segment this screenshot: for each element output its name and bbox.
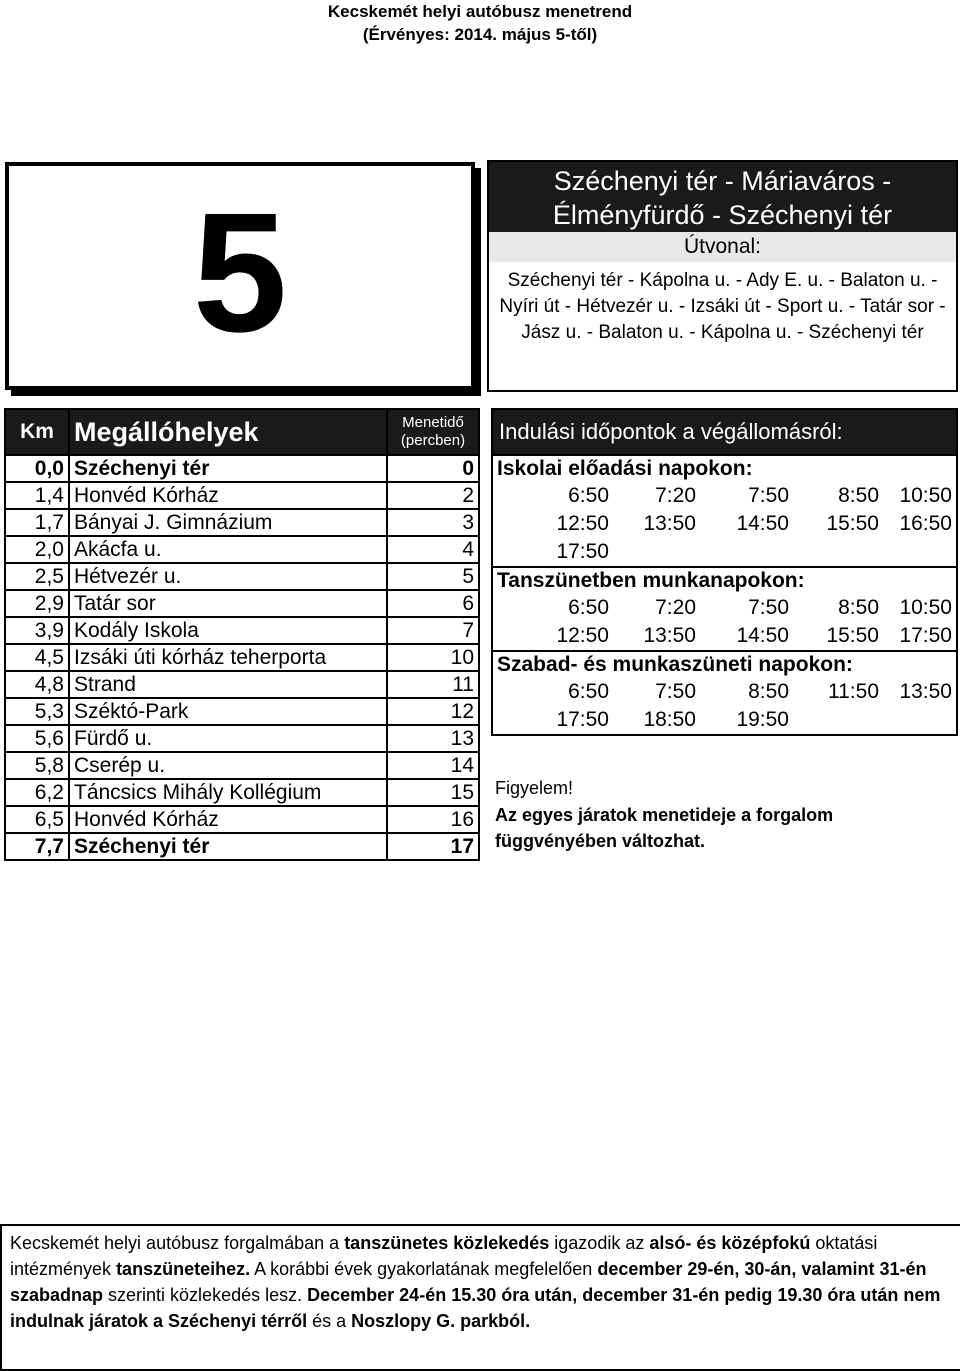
departure-time: 16:50 (899, 512, 952, 535)
route-title-line1: Széchenyi tér - Máriaváros - (553, 166, 892, 196)
stop-name: Honvéd Kórház (69, 806, 387, 833)
stop-travel-time: 2 (387, 482, 479, 509)
stop-name: Kodály Iskola (69, 617, 387, 644)
stop-name: Tatár sor (69, 590, 387, 617)
stop-row (5, 671, 479, 698)
departure-time (793, 706, 883, 734)
departure-row (493, 538, 956, 566)
stop-row (5, 563, 479, 590)
stop-travel-time: 5 (387, 563, 479, 590)
stop-travel-time: 17 (387, 833, 479, 860)
stop-travel-time: 16 (387, 806, 479, 833)
departure-time: 13:50 (899, 680, 952, 703)
departure-time: 10:50 (899, 596, 952, 619)
stop-row (5, 779, 479, 806)
departure-row (493, 678, 956, 706)
route-label: Útvonal: (489, 232, 956, 262)
stops-table (4, 408, 480, 861)
column-travel-time-line1: Menetidő (402, 414, 464, 431)
departure-time: 8:50 (838, 596, 879, 619)
departure-time (613, 538, 700, 566)
departure-row (493, 594, 956, 622)
notice-text-line1: Az egyes járatok menetideje a forgalom (495, 805, 834, 825)
column-travel-time (387, 409, 479, 455)
holiday-notice-text: A korábbi évek gyakorlatának megfelelően (250, 1259, 598, 1279)
stop-km: 5,8 (5, 752, 69, 779)
departure-time: 7:50 (748, 596, 789, 619)
departure-time: 15:50 (826, 624, 879, 647)
route-info-box (487, 160, 958, 392)
stop-travel-time: 12 (387, 698, 479, 725)
stop-name: Honvéd Kórház (69, 482, 387, 509)
stop-name: Széchenyi tér (69, 455, 387, 482)
holiday-notice-bold: Noszlopy G. parkból. (351, 1311, 531, 1331)
stop-name: Strand (69, 671, 387, 698)
route-description: Széchenyi tér - Kápolna u. - Ady E. u. - Balaton u. - Nyíri út - Hétvezér u. - Izsáki út - Sport u. - Tatár sor - Jász u. - Balaton u. - Kápolna u. - Széchenyi tér (499, 270, 946, 343)
stop-km: 5,6 (5, 725, 69, 752)
departure-section-title: Tanszünetben munkanapokon: (493, 566, 956, 594)
holiday-notice-text: Kecskemét helyi autóbusz forgalmában a (10, 1233, 345, 1253)
departure-time: 18:50 (643, 708, 696, 731)
notice-text-line2: függvényében változhat. (495, 831, 706, 851)
stop-name: Széchenyi tér (69, 833, 387, 860)
stop-travel-time: 11 (387, 671, 479, 698)
holiday-notice-bold: tanszüneteihez. (116, 1259, 251, 1279)
validity-date: (Érvényes: 2014. május 5-től) (362, 25, 598, 44)
departure-time: 17:50 (899, 624, 952, 647)
stop-name: Akácfa u. (69, 536, 387, 563)
departure-time: 17:50 (556, 540, 609, 563)
holiday-notice-bold: alsó- és középfokú (649, 1233, 811, 1253)
stop-row (5, 806, 479, 833)
stop-row (5, 509, 479, 536)
holiday-notice-bold: December 24-én 15.30 óra után, december 31-én pedig 19.30 óra után nem indulnak járatok a Széchenyi térről (10, 1285, 941, 1331)
stop-row (5, 644, 479, 671)
departure-row (493, 482, 956, 510)
notice-title: Figyelem! (495, 778, 574, 798)
timetable-title: Kecskemét helyi autóbusz menetrend (327, 2, 633, 21)
departure-time (793, 538, 883, 566)
departure-time: 6:50 (568, 484, 609, 507)
departure-time: 19:50 (736, 708, 789, 731)
stop-row (5, 536, 479, 563)
holiday-notice (0, 1224, 960, 1371)
stop-km: 6,5 (5, 806, 69, 833)
stop-name: Cserép u. (69, 752, 387, 779)
stop-travel-time: 4 (387, 536, 479, 563)
stop-km: 2,9 (5, 590, 69, 617)
stop-row (5, 482, 479, 509)
route-number-box (5, 162, 475, 390)
stop-name: Izsáki úti kórház teherporta (69, 644, 387, 671)
notice-text (495, 802, 955, 854)
stop-row (5, 590, 479, 617)
departure-section-title: Iskolai előadási napokon: (493, 454, 956, 482)
stop-name: Bányai J. Gimnázium (69, 509, 387, 536)
departure-time: 14:50 (736, 512, 789, 535)
departure-time (700, 538, 793, 566)
departure-time: 14:50 (736, 624, 789, 647)
notice (495, 776, 955, 854)
departure-time: 13:50 (643, 624, 696, 647)
holiday-notice-text: igazodik az (549, 1233, 650, 1253)
departure-time: 7:50 (748, 484, 789, 507)
departure-time (883, 538, 956, 566)
departure-time: 8:50 (838, 484, 879, 507)
stop-row (5, 455, 479, 482)
stop-name: Hétvezér u. (69, 563, 387, 590)
departure-time: 12:50 (556, 624, 609, 647)
column-travel-time-line2: (percben) (400, 432, 466, 449)
stop-travel-time: 13 (387, 725, 479, 752)
route-title (489, 162, 956, 232)
departure-time: 7:20 (655, 484, 696, 507)
stop-travel-time: 15 (387, 779, 479, 806)
stop-name: Széktó-Park (69, 698, 387, 725)
stop-travel-time: 0 (387, 455, 479, 482)
departure-time: 17:50 (556, 708, 609, 731)
stop-km: 7,7 (5, 833, 69, 860)
stop-km: 1,7 (5, 509, 69, 536)
stop-travel-time: 14 (387, 752, 479, 779)
route-number: 5 (192, 178, 288, 368)
stop-row (5, 725, 479, 752)
departure-sections (493, 454, 956, 734)
stop-name: Fürdő u. (69, 725, 387, 752)
holiday-notice-text: szerinti közlekedés lesz. (103, 1285, 308, 1305)
departures-box (491, 408, 958, 736)
departure-time: 13:50 (643, 512, 696, 535)
stop-km: 2,5 (5, 563, 69, 590)
departure-time (883, 706, 956, 734)
stop-row (5, 752, 479, 779)
stop-travel-time: 6 (387, 590, 479, 617)
stop-km: 1,4 (5, 482, 69, 509)
stop-name: Táncsics Mihály Kollégium (69, 779, 387, 806)
departure-row (493, 622, 956, 650)
stop-travel-time: 7 (387, 617, 479, 644)
holiday-notice-bold: tanszünetes közlekedés (344, 1233, 550, 1253)
stop-row (5, 617, 479, 644)
departure-time: 15:50 (826, 512, 879, 535)
column-km: Km (5, 409, 69, 455)
departure-time: 12:50 (556, 512, 609, 535)
departure-time: 7:20 (655, 596, 696, 619)
route-title-line2: Élményfürdő - Széchenyi tér (552, 200, 893, 230)
holiday-notice-text: és a (307, 1311, 352, 1331)
departure-section-title: Szabad- és munkaszüneti napokon: (493, 650, 956, 678)
departure-time: 6:50 (568, 680, 609, 703)
holiday-notice-text: oktatási intézmények (10, 1233, 878, 1279)
stop-travel-time: 3 (387, 509, 479, 536)
departure-time: 8:50 (748, 680, 789, 703)
departure-row (493, 510, 956, 538)
stop-km: 4,5 (5, 644, 69, 671)
stop-km: 2,0 (5, 536, 69, 563)
departure-time: 10:50 (899, 484, 952, 507)
departure-time: 6:50 (568, 596, 609, 619)
stop-km: 6,2 (5, 779, 69, 806)
column-stops: Megállóhelyek (69, 409, 387, 455)
holiday-notice-bold: december 29-én, 30-án, valamint 31-én szabadnap (10, 1259, 927, 1305)
stops-table-header (5, 409, 479, 455)
departure-time: 7:50 (655, 680, 696, 703)
stop-row (5, 698, 479, 725)
stop-km: 3,9 (5, 617, 69, 644)
stop-km: 5,3 (5, 698, 69, 725)
departure-time: 11:50 (828, 680, 879, 703)
stop-travel-time: 10 (387, 644, 479, 671)
departure-row (493, 706, 956, 734)
departures-header: Indulási időpontok a végállomásról: (493, 410, 956, 454)
stop-km: 0,0 (5, 455, 69, 482)
stop-row (5, 833, 479, 860)
stop-km: 4,8 (5, 671, 69, 698)
